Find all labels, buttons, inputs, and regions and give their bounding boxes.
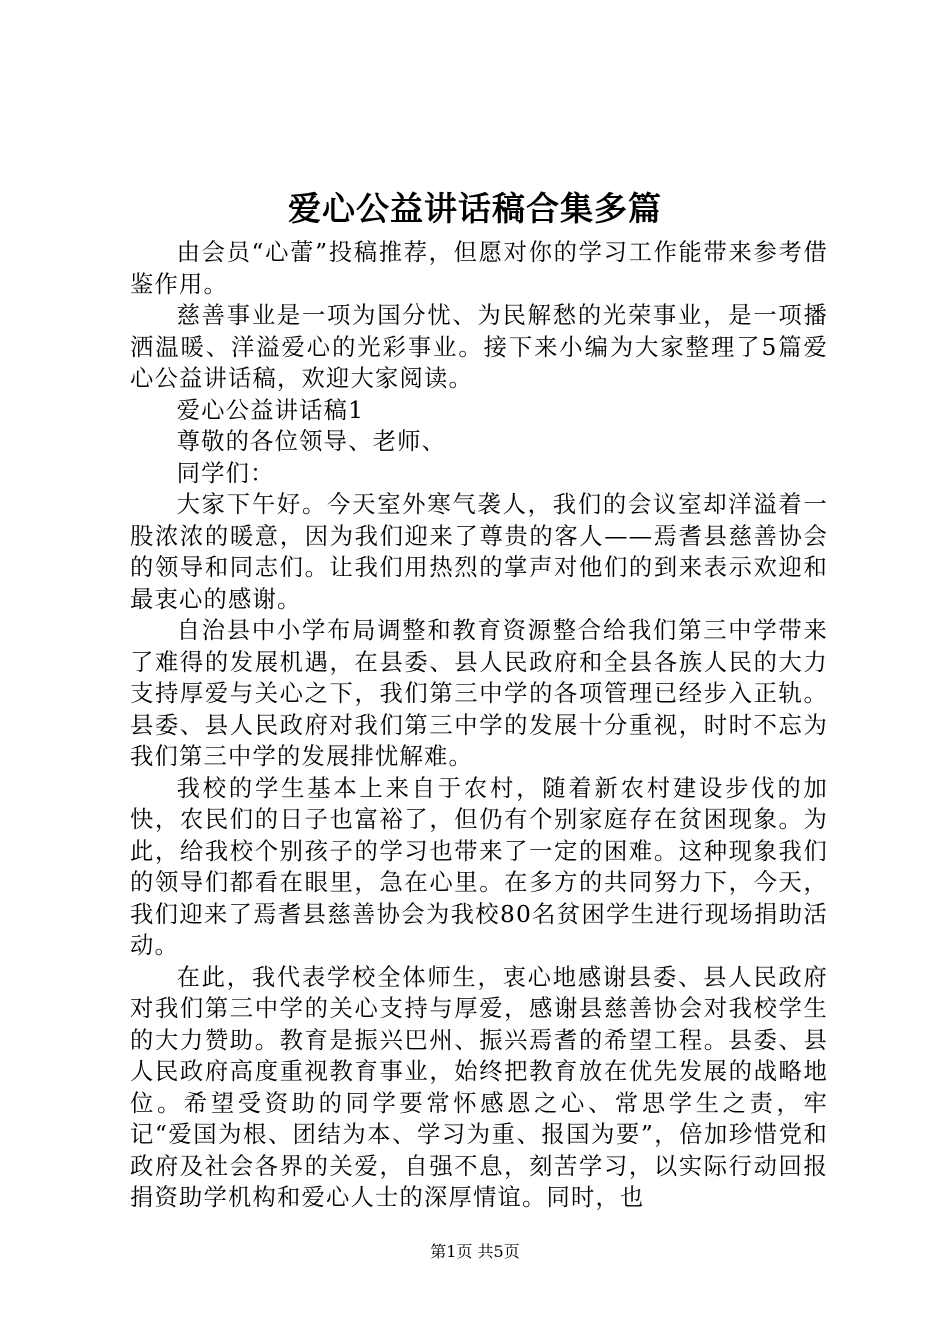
document-body xyxy=(130,237,828,1214)
paragraph-intro: 由会员“心蕾”投稿推荐，但愿对你的学习工作能带来参考借鉴作用。 xyxy=(130,239,828,298)
paragraph-summary: 慈善事业是一项为国分忧、为民解愁的光荣事业，是一项播洒温暖、洋溢爱心的光彩事业。接下来小编为大家整理了5篇爱心公益讲话稿，欢迎大家阅读。 xyxy=(130,302,828,392)
salutation-line-2: 同学们： xyxy=(176,459,275,487)
paragraph-development: 自治县中小学布局调整和教育资源整合给我们第三中学带来了难得的发展机遇，在县委、县人民政府和全县各族人民的大力支持厚爱与关心之下，我们第三中学的各项管理已经步入正轨。县委、县人民政府对我们第三中学的发展十分重视，时时不忘为我们第三中学的发展排忧解难。 xyxy=(130,617,828,770)
document-title: 爱心公益讲话稿合集多篇 xyxy=(288,189,662,228)
paragraph-students: 我校的学生基本上来自于农村，随着新农村建设步伐的加快，农民们的日子也富裕了，但仍有个别家庭存在贫困现象。为此，给我校个别孩子的学习也带来了一定的困难。这种现象我们的领导们都看在眼里，急在心里。在多方的共同努力下，今天，我们迎来了焉耆县慈善协会为我校80名贫困学生进行现场捐助活动。 xyxy=(130,774,828,959)
salutation-line-1: 尊敬的各位领导、老师、 xyxy=(176,428,447,455)
section-heading: 爱心公益讲话稿1 xyxy=(176,396,365,424)
page-footer: 第1页 共5页 xyxy=(430,1242,520,1261)
paragraph-greeting: 大家下午好。今天室外寒气袭人，我们的会议室却洋溢着一股浓浓的暖意，因为我们迎来了尊贵的客人——焉耆县慈善协会的领导和同志们。让我们用热烈的掌声对他们的到来表示欢迎和最衷心的感谢。 xyxy=(130,491,828,613)
paragraph-thanks: 在此，我代表学校全体师生，衷心地感谢县委、县人民政府对我们第三中学的关心支持与厚爱，感谢县慈善协会对我校学生的大力赞助。教育是振兴巴州、振兴焉耆的希望工程。县委、县人民政府高度重视教育事业，始终把教育放在优先发展的战略地位。希望受资助的同学要常怀感恩之心、常思学生之责，牢记“爱国为根、团结为本、学习为重、报国为要”，倍加珍惜党和政府及社会各界的关爱，自强不息，刻苦学习，以实际行动回报捐资助学机构和爱心人士的深厚情谊。同时，也 xyxy=(130,963,828,1211)
